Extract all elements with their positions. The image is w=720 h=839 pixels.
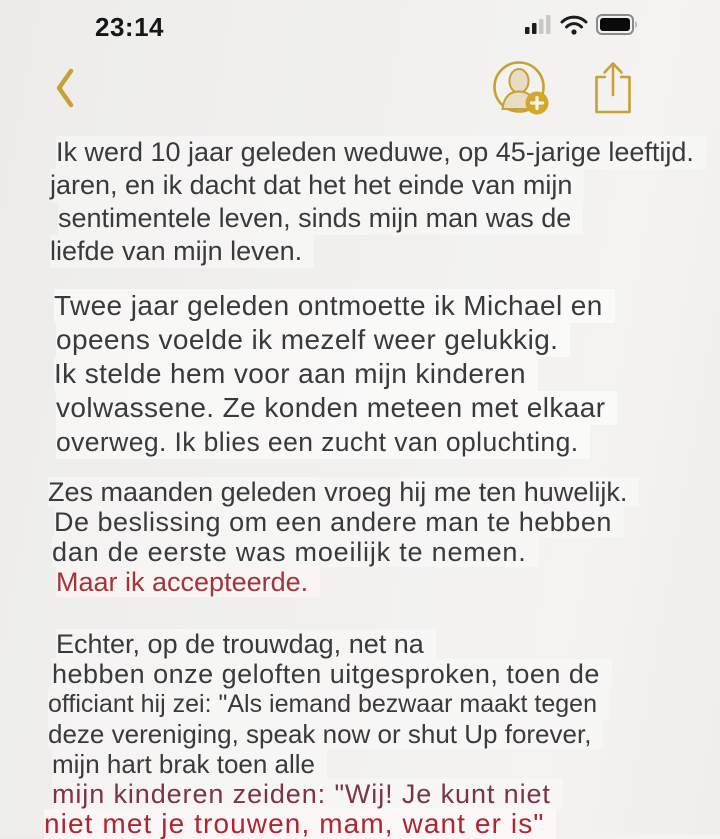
battery-icon (596, 14, 638, 40)
status-icons (525, 14, 638, 40)
note-body (0, 136, 720, 839)
note-line: Echter, op de trouwdag, net na (56, 629, 436, 659)
note-line: sentimentele leven, sinds mijn man was de (58, 202, 583, 235)
note-line: officiant hij zei: "Als iemand bezwaar maakt tegen (48, 689, 609, 719)
note-line: Zes maanden geleden vroeg hij me ten huwelijk. (48, 477, 639, 507)
note-line: opeens voelde ik mezelf weer gelukkig. (56, 323, 570, 357)
paragraph-4 (0, 629, 720, 839)
note-line: Twee jaar geleden ontmoette ik Michael en (54, 289, 615, 323)
status-bar (0, 0, 720, 52)
note-line: volwassene. Ze konden meteen met elkaar (56, 391, 617, 425)
note-line: Ik werd 10 jaar geleden weduwe, op 45-jarige leeftijd. (56, 136, 706, 169)
note-line-maroon: mijn kinderen zeiden: "Wij! Je kunt niet (52, 779, 563, 809)
share-button[interactable] (588, 60, 638, 116)
note-line: hebben onze geloften uitgesproken, toen de (52, 659, 612, 689)
paragraph-2 (0, 289, 720, 459)
note-line: dan de eerste was moeilijk te nemen. (52, 537, 539, 567)
note-line: jaren, en ik dacht dat het het einde van mijn (50, 169, 584, 202)
paragraph-3 (0, 477, 720, 597)
cellular-signal-icon (525, 15, 552, 39)
note-line: De beslissing om een andere man te hebben (54, 507, 624, 537)
status-time: 23:14 (95, 12, 164, 42)
paragraph-1 (0, 136, 720, 268)
share-icon (588, 104, 638, 119)
note-line-crimson: niet met je trouwen, mam, want er is" (44, 809, 556, 839)
note-line: deze vereniging, speak now or shut Up forever, (48, 719, 603, 749)
add-contact-button[interactable] (492, 60, 550, 116)
back-button[interactable] (50, 66, 80, 112)
wifi-icon (560, 15, 588, 40)
person-add-icon (492, 104, 550, 119)
note-line-red: Maar ik accepteerde. (56, 567, 320, 597)
note-line: liefde van mijn leven. (50, 235, 314, 268)
nav-bar (0, 58, 720, 124)
chevron-left-icon (51, 98, 79, 113)
note-line: mijn hart brak toen alle (52, 749, 327, 779)
note-line: Ik stelde hem voor aan mijn kinderen (54, 357, 538, 391)
note-line: overweg. Ik blies een zucht van opluchting. (56, 425, 590, 459)
